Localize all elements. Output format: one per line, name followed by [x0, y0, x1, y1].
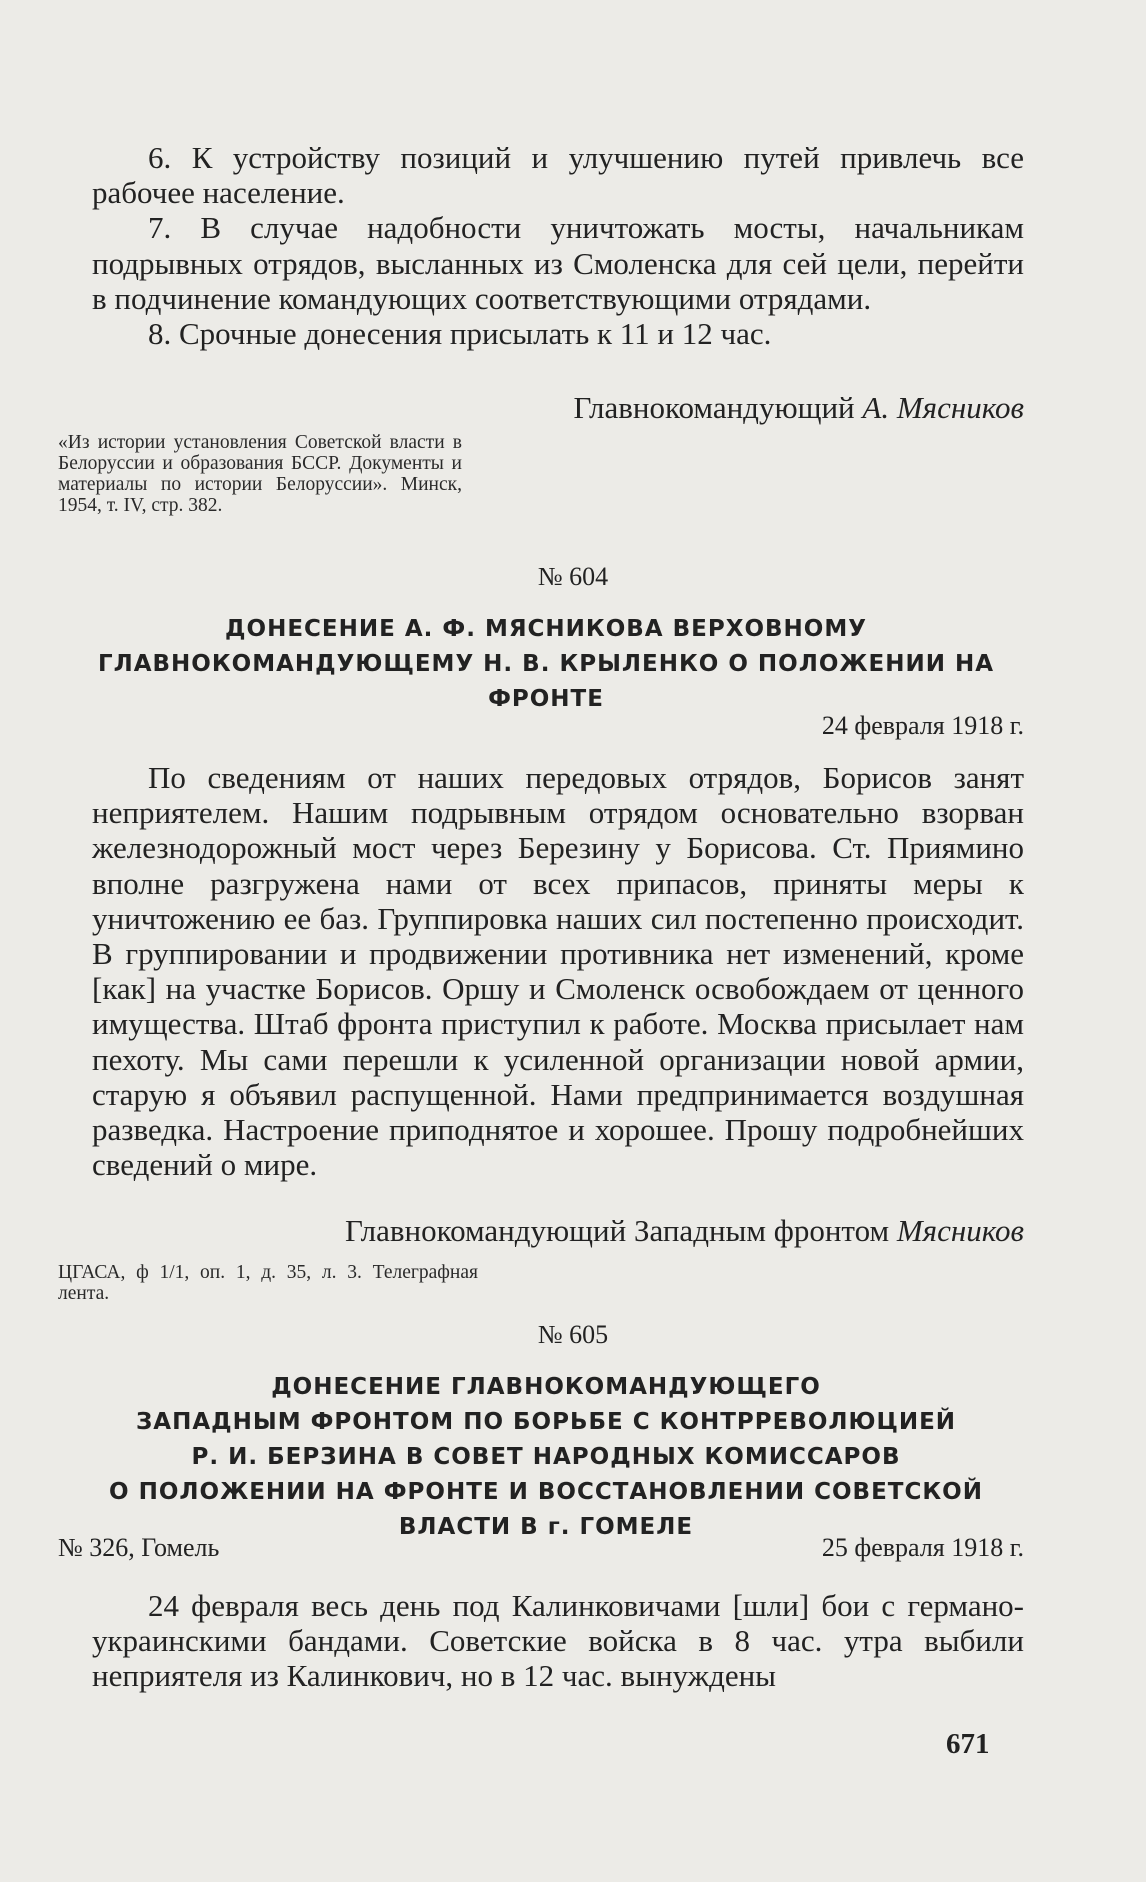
signature-title: Главнокомандующий	[573, 390, 855, 425]
document-heading-605	[46, 1370, 1046, 1545]
page-number: 671	[946, 1728, 990, 1760]
signature-title: Главнокомандующий Западным фронтом	[345, 1213, 890, 1248]
signature-name: Мясников	[896, 1213, 1024, 1248]
document-date-605: 25 февраля 1918 г.	[821, 1533, 1024, 1562]
signature-604	[345, 1213, 1024, 1249]
source-reference-top: «Из истории установления Советской власти в Белоруссии и образования БССР. Документы и материалы по истории Белоруссии». Минск, 1954, т. IV, стр. 382.	[58, 432, 462, 516]
paragraph-text: 24 февраля весь день под Калинковичами [шли] бои с германо-украинскими бандами. Советские войска в 8 час. утра выбили неприятеля из Калинкович, но в 12 час. вынуждены	[92, 1588, 1024, 1694]
document-text-605	[92, 1588, 1024, 1694]
source-reference-604: ЦГАСА, ф 1/1, оп. 1, д. 35, л. 3. Телеграфная лента.	[58, 1262, 478, 1304]
heading-line: Р. И. БЕРЗИНА В СОВЕТ НАРОДНЫХ КОМИССАРОВ	[191, 1444, 901, 1470]
paragraph-item-6: 6. К устройству позиций и улучшению путей привлечь все рабочее население.	[92, 140, 1024, 211]
document-number-604: № 604	[537, 562, 609, 591]
document-date-604: 24 февраля 1918 г.	[821, 711, 1024, 740]
top-paragraphs	[92, 140, 1024, 351]
paragraph-text: По сведениям от наших передовых отрядов, Борисов занят неприятелем. Нашим подрывным отрядом основательно взорван железнодорожный мост через Березину у Борисова. Ст. Приямино вполне разгружена нами от всех припасов, приняты меры к уничтожению ее баз. Группировка наших сил постепенно происходит. В группировании и продвижении противника нет изменений, кроме [как] на участке Борисов. Оршу и Смоленск освобождаем от ценного имущества. Штаб фронта приступил к работе. Москва присылает нам пехоту. Мы сами перешли к усиленной организации новой армии, старую я объявил распущенной. Нами предпринимается воздушная разведка. Настроение приподнятое и хорошее. Прошу подробнейших сведений о мире.	[92, 760, 1024, 1183]
paragraph-item-8: 8. Срочные донесения присылать к 11 и 12 час.	[148, 316, 772, 352]
heading-line: ВЛАСТИ В г. ГОМЕЛЕ	[398, 1514, 694, 1540]
heading-line: О ПОЛОЖЕНИИ НА ФРОНТЕ И ВОССТАНОВЛЕНИИ СОВЕТСКОЙ	[109, 1479, 983, 1505]
signature-name: А. Мясников	[862, 390, 1024, 425]
document-text-604	[92, 760, 1024, 1182]
paragraph-item-7: 7. В случае надобности уничтожать мосты, начальникам подрывных отрядов, высланных из Смоленска для сей цели, перейти в подчинение командующих соответствующими отрядами.	[92, 210, 1024, 316]
signature-top	[573, 390, 1024, 426]
heading-line: ДОНЕСЕНИЕ ГЛАВНОКОМАНДУЮЩЕГО	[271, 1374, 821, 1400]
document-number-605: № 605	[537, 1320, 609, 1349]
document-ref-605: № 326, Гомель	[58, 1533, 220, 1562]
heading-line: ЗАПАДНЫМ ФРОНТОМ ПО БОРЬБЕ С КОНТРРЕВОЛЮЦИЕЙ	[135, 1409, 957, 1435]
document-heading-604: ДОНЕСЕНИЕ А. Ф. МЯСНИКОВА ВЕРХОВНОМУ ГЛАВНОКОМАНДУЮЩЕМУ Н. В. КРЫЛЕНКО О ПОЛОЖЕНИИ НА ФРОНТЕ	[97, 616, 995, 712]
